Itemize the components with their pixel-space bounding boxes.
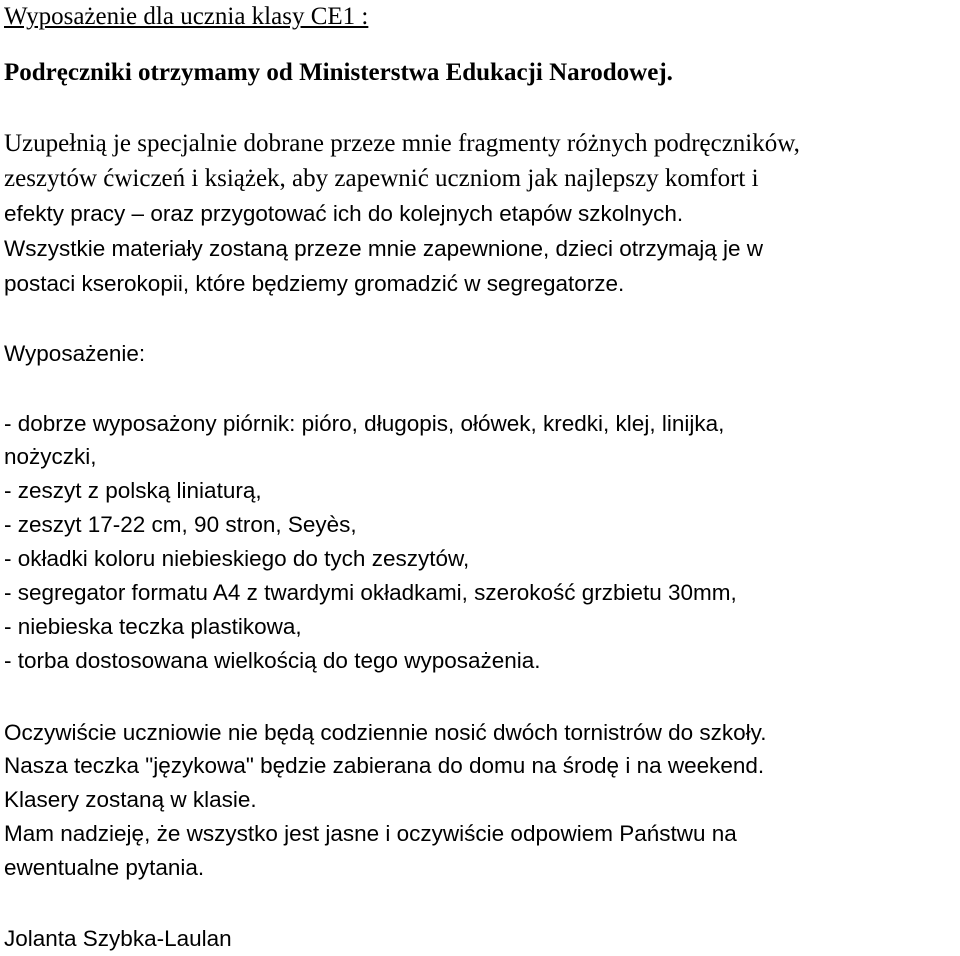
equipment-item: - dobrze wyposażony piórnik: pióro, długopis, ołówek, kredki, klej, linijka,	[4, 411, 725, 436]
equipment-heading: Wyposażenie:	[4, 341, 146, 366]
equipment-item: nożyczki,	[4, 444, 97, 469]
intro-line: postaci kserokopii, które będziemy gromadzić w segregatorze.	[4, 271, 625, 296]
closing-line: Klasery zostaną w klasie.	[4, 787, 257, 812]
intro-line: Uzupełnią je specjalnie dobrane przeze mnie fragmenty różnych podręczników,	[4, 130, 800, 157]
equipment-item: - segregator formatu A4 z twardymi okładkami, szerokość grzbietu 30mm,	[4, 580, 737, 605]
closing-line: Oczywiście uczniowie nie będą codziennie nosić dwóch tornistrów do szkoły.	[4, 720, 767, 745]
signature: Jolanta Szybka-Laulan	[4, 926, 232, 951]
closing-line: Nasza teczka "językowa" będzie zabierana do domu na środę i na weekend.	[4, 753, 765, 778]
equipment-item: - niebieska teczka plastikowa,	[4, 614, 302, 639]
equipment-item: - zeszyt 17-22 cm, 90 stron, Seyès,	[4, 512, 357, 537]
closing-line: Mam nadzieję, że wszystko jest jasne i oczywiście odpowiem Państwu na	[4, 821, 737, 846]
intro-line: zeszytów ćwiczeń i książek, aby zapewnić uczniom jak najlepszy komfort i	[4, 165, 759, 192]
closing-line: ewentualne pytania.	[4, 855, 205, 880]
document-title: Wyposażenie dla ucznia klasy CE1 :	[4, 3, 369, 30]
document-subtitle: Podręczniki otrzymamy od Ministerstwa Edukacji Narodowej.	[4, 59, 673, 86]
equipment-item: - torba dostosowana wielkością do tego wyposażenia.	[4, 648, 541, 673]
intro-line: efekty pracy – oraz przygotować ich do kolejnych etapów szkolnych.	[4, 201, 684, 226]
equipment-item: - okładki koloru niebieskiego do tych zeszytów,	[4, 546, 470, 571]
intro-line: Wszystkie materiały zostaną przeze mnie zapewnione, dzieci otrzymają je w	[4, 236, 764, 261]
equipment-item: - zeszyt z polską liniaturą,	[4, 478, 262, 503]
